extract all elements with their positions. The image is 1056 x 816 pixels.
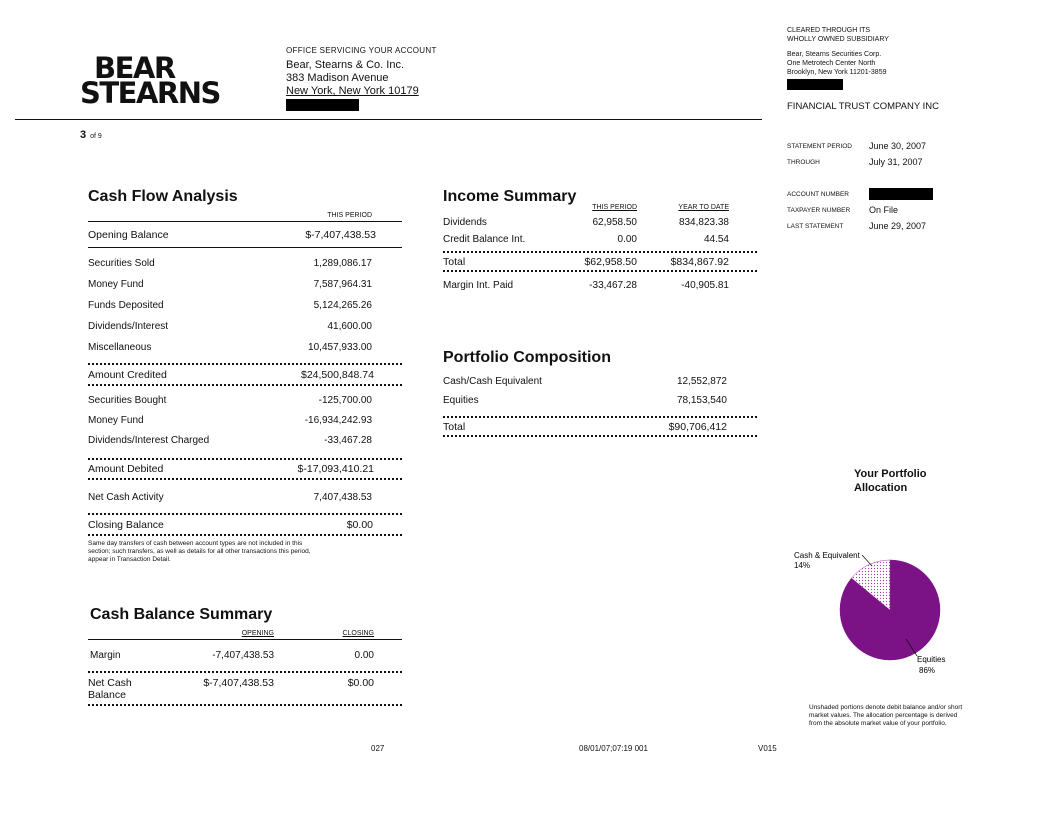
account-details: STATEMENT PERIOD June 30, 2007 THROUGH July 31, 2007 ACCOUNT NUMBER TAXPAYER NUMBER On File LAST STATEMENT June 29, 2007 <box>787 138 967 234</box>
credit-row: Miscellaneous 10,457,933.00 <box>88 342 372 353</box>
cash-balance-title: Cash Balance Summary <box>90 606 273 623</box>
redaction-bar <box>869 188 933 200</box>
cash-slice-label: Cash & Equivalent <box>794 551 860 560</box>
office-line-1: Bear, Stearns & Co. Inc. <box>286 59 405 71</box>
portfolio-title: Portfolio Composition <box>443 349 611 366</box>
credit-row: Securities Sold 1,289,086.17 <box>88 258 372 269</box>
margin-interest-row: Margin Int. Paid -33,467.28 -40,905.81 <box>443 280 729 291</box>
income-row: Credit Balance Int. 0.00 44.54 <box>443 234 729 245</box>
footer-timestamp: 08/01/07;07:19 001 <box>579 744 648 753</box>
debit-row: Money Fund -16,934,242.93 <box>88 415 372 426</box>
debit-row: Securities Bought -125,700.00 <box>88 395 372 406</box>
allocation-note: Unshaded portions denote debit balance and/or short market values. The allocation percentage is derived from the absolute market value of your portfolio. <box>809 704 963 727</box>
header-divider <box>15 119 762 120</box>
page-number: 3 of 9 <box>80 129 102 141</box>
clearing-info: CLEARED THROUGH ITS WHOLLY OWNED SUBSIDIARY Bear, Stearns Securities Corp. One Metrotech Center North Brooklyn, New York 11201-3859 <box>787 26 889 93</box>
office-header: OFFICE SERVICING YOUR ACCOUNT <box>286 46 437 55</box>
income-title: Income Summary <box>443 188 577 205</box>
amount-debited-row: Amount Debited $-17,093,410.21 <box>88 463 374 475</box>
portfolio-total-row: Total $90,706,412 <box>443 421 727 433</box>
income-summary <box>443 188 757 291</box>
redaction-bar <box>286 99 359 111</box>
footer-code-2: V015 <box>758 744 777 753</box>
bear-stearns-logo: BEAR STEARNS <box>80 51 220 110</box>
credit-row: Dividends/Interest 41,600.00 <box>88 321 372 332</box>
margin-row: Margin -7,407,438.53 0.00 <box>90 650 374 661</box>
opening-balance-row: Opening Balance $-7,407,438.53 <box>88 229 376 241</box>
allocation-pie-chart <box>780 540 980 680</box>
net-cash-balance-row: Net Cash Balance $-7,407,438.53 $0.00 <box>88 677 374 701</box>
portfolio-row: Cash/Cash Equivalent 12,552,872 <box>443 376 727 387</box>
office-line-3: New York, New York 10179 <box>286 85 419 97</box>
redaction-bar <box>787 79 843 90</box>
office-address <box>286 44 437 115</box>
income-col-headers: THIS PERIOD YEAR TO DATE <box>592 204 729 211</box>
account-name: FINANCIAL TRUST COMPANY INC <box>787 101 940 112</box>
footer-code-1: 027 <box>371 744 385 753</box>
income-row: Dividends 62,958.50 834,823.38 <box>443 217 729 228</box>
credit-row: Money Fund 7,587,964.31 <box>88 279 372 290</box>
portfolio-row: Equities 78,153,540 <box>443 395 727 406</box>
income-total-row: Total $62,958.50 $834,867.92 <box>443 256 729 268</box>
cash-leader-line <box>862 555 872 566</box>
allocation-title: Your Portfolio Allocation <box>854 468 927 494</box>
credit-row: Funds Deposited 5,124,265.26 <box>88 300 372 311</box>
cash-flow-note: Same day transfers of cash between account types are not included in this section; such transfers, as well as details for all other transactions this period, appear in Transaction Detail. <box>88 540 311 563</box>
amount-credited-row: Amount Credited $24,500,848.74 <box>88 369 374 381</box>
cash-flow-title: Cash Flow Analysis <box>88 188 238 205</box>
cash-flow-analysis <box>88 188 402 564</box>
equities-slice-label: Equities <box>917 655 946 664</box>
closing-balance-row: Closing Balance $0.00 <box>88 519 373 531</box>
cash-balance-col-headers: OPENING CLOSING <box>241 630 374 637</box>
office-line-2: 383 Madison Avenue <box>286 72 389 84</box>
cash-slice-percent: 14% <box>794 561 811 570</box>
equities-slice-percent: 86% <box>919 666 936 675</box>
col-this-period: THIS PERIOD <box>327 212 372 219</box>
portfolio-composition <box>443 349 757 437</box>
net-cash-activity-row: Net Cash Activity 7,407,438.53 <box>88 492 372 503</box>
debit-row: Dividends/Interest Charged -33,467.28 <box>88 435 372 446</box>
cash-balance-summary <box>88 606 402 706</box>
